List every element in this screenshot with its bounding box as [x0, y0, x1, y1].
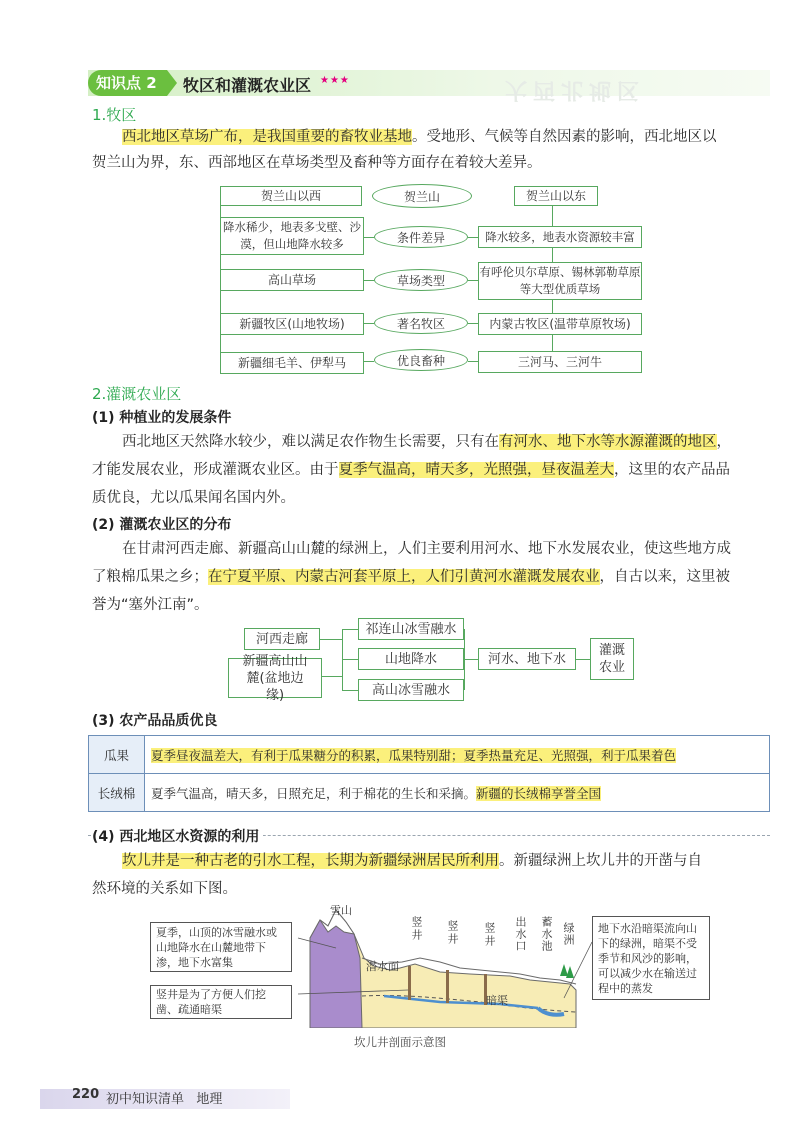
well-label: 竖井: [446, 920, 459, 946]
header-ghost-text: 大西北地区: [505, 77, 646, 102]
paragraph-text: ，自古以来，这里被: [599, 569, 730, 585]
highlight-text: 新疆的长绒棉享誉全国: [476, 785, 602, 801]
oasis-label: 绿洲: [562, 922, 575, 946]
well-shaft: [408, 966, 411, 1000]
west-header-box: 贺兰山以西: [220, 186, 362, 206]
callout-shaft: 竖井是为了方便人们挖凿、疏通暗渠: [150, 985, 292, 1019]
paragraph-pasture-line2: 贺兰山为界，东、西部地区在草场类型及畜种等方面存在着较大差异。: [92, 155, 542, 171]
callout-meltwater: 夏季，山顶的冰雪融水或山地降水在山麓地带下渗，地下水富集: [150, 922, 292, 972]
subject-name: 地理: [196, 1092, 223, 1107]
subsection-title-quality: (3) 农产品品质优良: [92, 713, 218, 729]
connector: [322, 676, 342, 677]
paragraph-text: 。受地形、气候等自然因素的影响，西北地区以: [412, 129, 717, 145]
highlight-text: 有河水、地下水等水源灌溉的地区: [499, 434, 717, 450]
subsection-title-conditions: (1) 种植业的发展条件: [92, 410, 232, 426]
east-row-conditions: 降水较多，地表水资源较丰富: [478, 226, 642, 248]
center-row-grassland: 草场类型: [374, 269, 468, 291]
channel-label: 暗渠: [486, 994, 508, 1007]
paragraph-text: 。新疆绿洲上坎儿井的开凿与自: [499, 853, 702, 869]
highlight-text: 夏季气温高，晴天多，光照强，昼夜温差大: [338, 462, 614, 478]
well-shaft: [446, 970, 449, 1003]
page-number: 220: [72, 1087, 100, 1102]
table-key-cell: 长绒棉: [89, 774, 145, 812]
paragraph-distribution-line2: [92, 564, 730, 590]
west-row-pastoral: 新疆牧区(山地牧场): [220, 313, 364, 335]
source-alpine-box: 高山冰雪融水: [358, 679, 464, 701]
connector: [468, 361, 478, 362]
connector: [576, 659, 590, 660]
paragraph-text: ，: [716, 434, 731, 450]
cell-text: 夏季气温高，晴天多，日照充足，利于棉花的生长和采摘。: [151, 785, 477, 801]
connector: [342, 629, 358, 630]
connector: [364, 323, 374, 324]
east-row-breeds: 三河马、三河牛: [478, 351, 642, 373]
east-header-box: 贺兰山以东: [514, 186, 598, 206]
east-row-grassland: 有呼伦贝尔草原、锡林郭勒草原等大型优质草场: [478, 262, 642, 300]
table-row: [89, 774, 770, 812]
connector: [320, 639, 342, 640]
subsection-title-water: (4) 西北地区水资源的利用: [92, 826, 263, 846]
connector: [468, 237, 478, 238]
center-row-breeds: 优良畜种: [374, 349, 468, 371]
paragraph-conditions-line2: [92, 457, 730, 483]
paragraph-conditions-line1: [122, 429, 731, 455]
paragraph-text: 了粮棉瓜果之乡；: [92, 569, 208, 585]
paragraph-distribution-line1: 在甘肃河西走廊、新疆高山山麓的绿洲上，人们主要利用河水、地下水发展农业，使这些地方成: [122, 541, 731, 557]
center-row-conditions: 条件差异: [374, 226, 468, 248]
result-box: 灌溉农业: [590, 638, 634, 680]
connector: [364, 361, 374, 362]
paragraph-pasture-line1: [122, 124, 717, 150]
section-title-irrigation: 2.灌溉农业区: [92, 385, 182, 403]
west-row-grassland: 高山草场: [220, 269, 364, 291]
section-title-pasture: 1.牧区: [92, 106, 137, 124]
outlet-label: 出水口: [514, 916, 527, 952]
mountain-rock-shape: [310, 910, 362, 1028]
center-row-pastoral: 著名牧区: [374, 312, 468, 334]
tree-icon: [560, 964, 568, 976]
pool-label: 蓄水池: [540, 916, 553, 952]
paragraph-distribution-line3: 誉为“塞外江南”。: [92, 597, 209, 613]
source-qilian-box: 祁连山冰雪融水: [358, 618, 464, 640]
tree-icon: [566, 966, 574, 978]
west-row-conditions: 降水稀少，地表多戈壁、沙漠，但山地降水较多: [220, 217, 364, 255]
paragraph-karez-line2: 然环境的关系如下图。: [92, 881, 237, 897]
connector: [468, 280, 478, 281]
connector: [364, 280, 374, 281]
table-value-cell: [145, 774, 770, 812]
table-value-cell: [145, 736, 770, 774]
difficulty-stars: ★★★: [320, 75, 350, 86]
highlight-text: 夏季昼夜温差大，有利于瓜果糖分的积累，瓜果特别甜；夏季热量充足、光照强，利于瓜果着色: [151, 747, 677, 763]
page-title: 牧区和灌溉农业区: [183, 76, 312, 95]
well-label: 竖井: [483, 922, 496, 948]
source-rain-box: 山地降水: [358, 648, 464, 670]
west-row-breeds: 新疆细毛羊、伊犁马: [220, 352, 364, 374]
well-label: 竖井: [410, 916, 423, 942]
callout-channel: 地下水沿暗渠流向山下的绿洲，暗渠不受季节和风沙的影响，可以减少水在输送过程中的蒸发: [592, 916, 710, 1000]
region-xinjiang-box: 新疆高山山麓(盆地边缘): [228, 658, 322, 698]
snow-mountain-label: 雪山: [330, 904, 352, 917]
subsection-title-distribution: (2) 灌溉农业区的分布: [92, 517, 232, 533]
paragraph-text: ，这里的农产品品: [614, 462, 730, 478]
paragraph-conditions-line3: 质优良，尤以瓜果闻名国内外。: [92, 490, 295, 506]
paragraph-text: 西北地区天然降水较少，难以满足农作物生长需要，只有在: [122, 434, 499, 450]
highlight-text: 西北地区草场广布，是我国重要的畜牧业基地: [122, 129, 412, 145]
callout-line: [564, 942, 592, 998]
connector: [364, 237, 374, 238]
book-name: 初中知识清单: [106, 1092, 185, 1107]
center-header-oval: 贺兰山: [372, 184, 472, 208]
table-row: [89, 736, 770, 774]
water-box: 河水、地下水: [478, 648, 576, 670]
table-key-cell: 瓜果: [89, 736, 145, 774]
highlight-text: 坎儿井是一种古老的引水工程，长期为新疆绿洲居民所利用: [122, 853, 499, 869]
connector: [468, 323, 478, 324]
paragraph-text: 才能发展农业，形成灌溉农业区。由于: [92, 462, 339, 478]
highlight-text: 在宁夏平原、内蒙古河套平原上，人们引黄河水灌溉发展农业: [208, 569, 600, 585]
water-table-label: 潜水面: [366, 960, 399, 973]
paragraph-karez-line1: [122, 848, 702, 874]
knowledge-point-tag: 知识点 2: [88, 70, 167, 96]
product-quality-table: [88, 735, 770, 812]
region-hexi-box: 河西走廊: [244, 628, 320, 650]
east-row-pastoral: 内蒙古牧区(温带草原牧场): [478, 313, 642, 335]
footer-book-title: [106, 1088, 222, 1107]
connector: [342, 690, 358, 691]
connector: [342, 659, 358, 660]
connector: [464, 659, 478, 660]
figure-caption: 坎儿井剖面示意图: [354, 1035, 446, 1049]
